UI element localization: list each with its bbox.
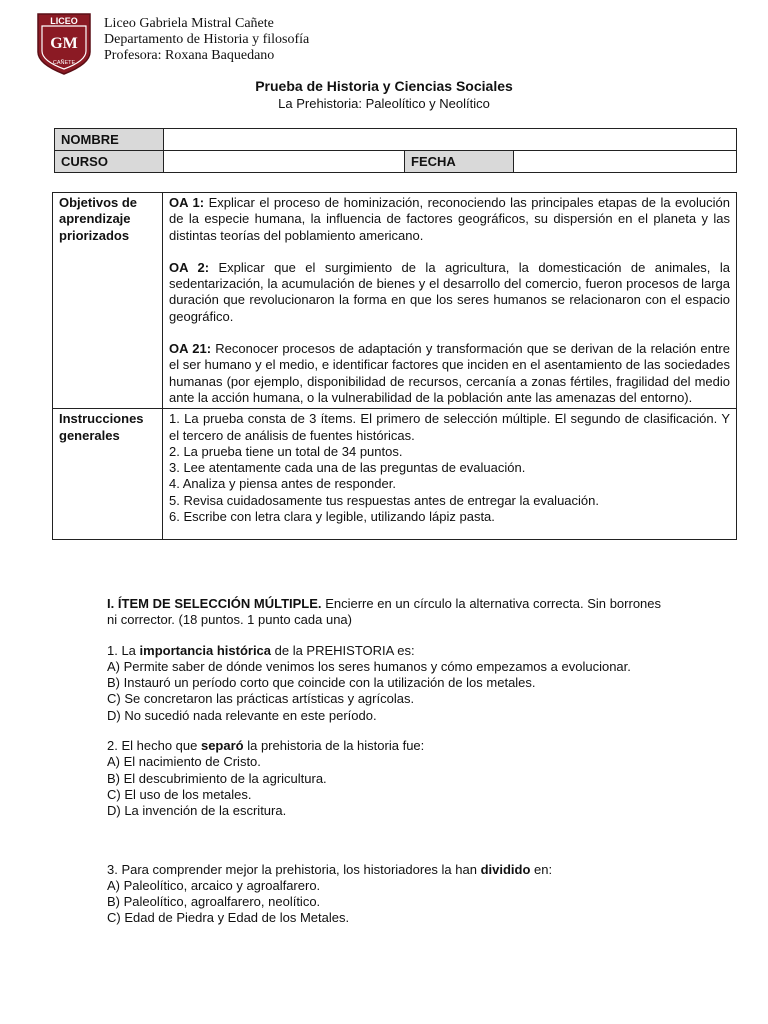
question-2 (107, 738, 661, 819)
stem-pre: 2. El hecho que (107, 738, 201, 754)
page-title: Prueba de Historia y Ciencias Sociales (255, 78, 513, 94)
section-heading: I. ÍTEM DE SELECCIÓN MÚLTIPLE. (107, 596, 322, 611)
objective-text: Explicar que el surgimiento de la agricultura, la domesticación de animales, la sedentarización, la acumulación de bienes y el desarrollo del comercio, fueron procesos de larga duración que revolucionaron la forma en que los seres humanos se relacionaron con el espacio geográfico. (169, 259, 730, 324)
objective-code: OA 21: (169, 341, 212, 357)
curso-field[interactable] (164, 151, 405, 173)
multiple-choice-section (107, 596, 661, 927)
answer-option[interactable]: D) La invención de la escritura. (107, 803, 287, 819)
answer-option[interactable]: C) Se concretaron las prácticas artísticas y agrícolas. (107, 691, 415, 707)
answer-option[interactable]: A) Permite saber de dónde venimos los seres humanos y cómo empezamos a evolucionar. (107, 658, 631, 674)
teacher-name: Profesora: Roxana Baquedano (104, 48, 275, 63)
page-subtitle: La Prehistoria: Paleolítico y Neolítico (278, 96, 490, 111)
objective-code: OA 1: (169, 195, 205, 210)
objective-item (169, 260, 730, 325)
objective-text: Explicar el proceso de hominización, reconociendo las principales etapas de la evolución de la especie humana, la influencia de factores geográficos, su dispersión en el planeta y las distintas teorías del poblamiento americano. (169, 195, 730, 243)
instructions-content (163, 409, 737, 540)
objectives-label: Objetivos de aprendizaje priorizados (53, 193, 163, 409)
objective-item (169, 195, 730, 244)
school-name: Liceo Gabriela Mistral Cañete (104, 16, 274, 31)
question-1 (107, 643, 661, 724)
question-stem (107, 643, 661, 659)
question-3 (107, 862, 661, 927)
stem-bold: importancia histórica (139, 642, 272, 658)
department-name: Departamento de Historia y filosofía (104, 32, 310, 47)
question-stem (107, 862, 661, 878)
question-stem (107, 738, 661, 754)
answer-option[interactable]: B) Paleolítico, agroalfarero, neolítico. (107, 894, 321, 910)
logo-text-mid: GM (50, 35, 78, 52)
section-instruction (107, 596, 661, 629)
answer-option[interactable]: B) Instauró un período corto que coincide con la utilización de los metales. (107, 675, 536, 691)
answer-option[interactable]: D) No sucedió nada relevante en este período. (107, 707, 377, 723)
instruction-item: 2. La prueba tiene un total de 34 puntos. (169, 443, 403, 459)
answer-option[interactable]: C) Edad de Piedra y Edad de los Metales. (107, 910, 350, 926)
stem-post: de la PREHISTORIA es: (271, 642, 415, 658)
instructions-label: Instrucciones generales (53, 409, 163, 540)
instruction-item: 1. La prueba consta de 3 ítems. El primero de selección múltiple. El segundo de clasificación. Y el tercero de análisis de fuentes históricas. (169, 411, 730, 443)
instruction-item: 6. Escribe con letra clara y legible, utilizando lápiz pasta. (169, 509, 495, 525)
stem-pre: 3. Para comprender mejor la prehistoria, los historiadores la han (107, 861, 481, 877)
curso-label: CURSO (55, 151, 164, 173)
answer-option[interactable]: A) El nacimiento de Cristo. (107, 754, 261, 770)
document-header (36, 12, 736, 82)
answer-option[interactable]: A) Paleolítico, arcaico y agroalfarero. (107, 877, 321, 893)
stem-post: en: (530, 861, 553, 877)
stem-bold: separó (200, 738, 244, 754)
instruction-item: 4. Analiza y piensa antes de responder. (169, 476, 396, 492)
blank-space (107, 820, 661, 848)
objective-code: OA 2: (169, 259, 210, 275)
logo-text-top: LICEO (50, 16, 78, 26)
fecha-field[interactable] (514, 151, 737, 173)
objective-item (169, 341, 730, 406)
stem-post: la prehistoria de la historia fue: (243, 738, 425, 754)
answer-option[interactable]: C) El uso de los metales. (107, 786, 252, 802)
stem-pre: 1. La (107, 642, 140, 658)
instruction-item: 5. Revisa cuidadosamente tus respuestas antes de entregar la evaluación. (169, 492, 599, 508)
school-crest-logo (36, 12, 92, 76)
objective-text: Reconocer procesos de adaptación y transformación que se derivan de la relación entre el ser humano y el medio, e identificar factores que inciden en el asentamiento de las sociedades humanas (por ejemplo, disponibilidad de recursos, cercanía a zonas fértiles, fragilidad del medio ante la acción humana, o la vulnerabilidad de la población ante las amenazas del entorno). (169, 341, 730, 405)
student-info-table (54, 128, 737, 173)
section-instruction-text: Encierre en un círculo la alternativa correcta. Sin borrones ni corrector. (18 puntos. 1 punto cada una) (107, 596, 662, 628)
fecha-label: FECHA (405, 151, 514, 173)
objectives-content (163, 193, 737, 409)
school-info (104, 16, 309, 64)
logo-text-bottom: CAÑETE (52, 60, 76, 66)
nombre-field[interactable] (164, 129, 737, 151)
nombre-label: NOMBRE (55, 129, 164, 151)
objectives-instructions-table (52, 192, 737, 540)
instruction-item: 3. Lee atentamente cada una de las preguntas de evaluación. (169, 460, 526, 476)
stem-bold: dividido (480, 861, 531, 877)
answer-option[interactable]: B) El descubrimiento de la agricultura. (107, 770, 327, 786)
